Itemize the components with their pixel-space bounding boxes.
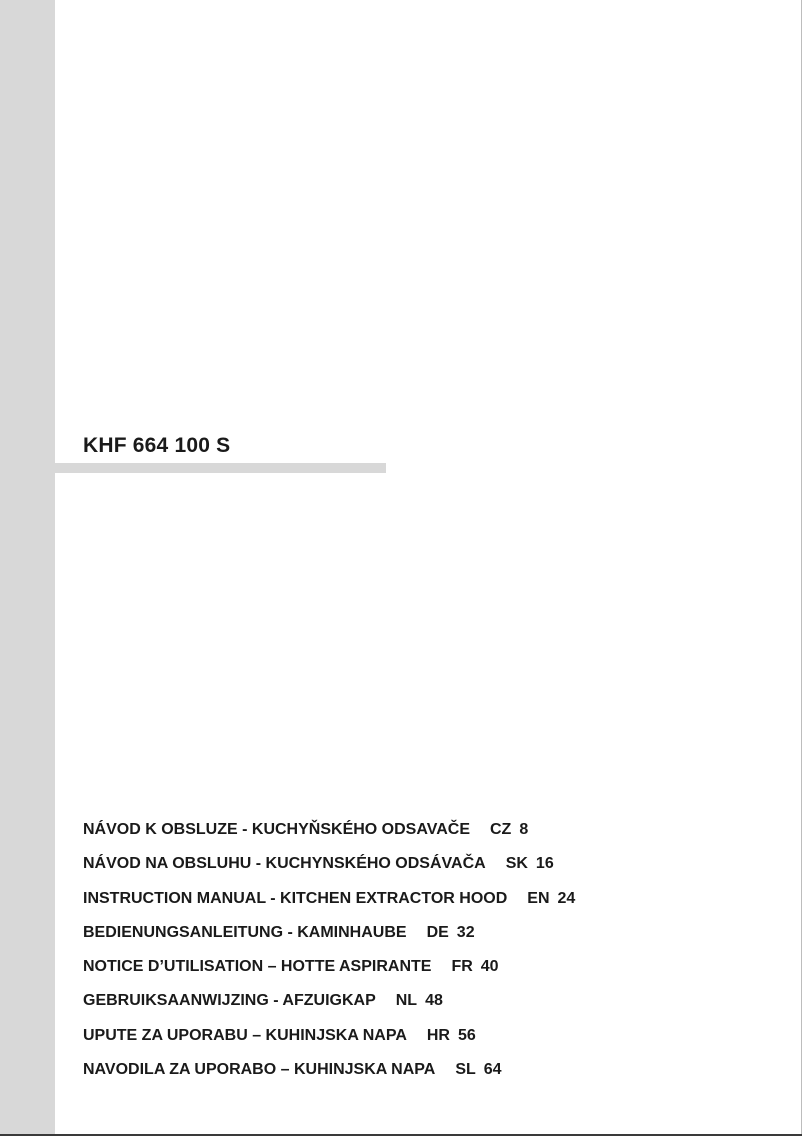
contents-title: BEDIENUNGSANLEITUNG - KAMINHAUBE xyxy=(83,923,407,941)
contents-lang-code: EN xyxy=(527,889,550,907)
contents-lang-code: CZ xyxy=(489,821,512,838)
contents-page-number: 24 xyxy=(557,889,576,907)
contents-title: NAVODILA ZA UPORABO – KUHINJSKA NAPA xyxy=(83,1061,436,1079)
contents-title: UPUTE ZA UPORABU – KUHINJSKA NAPA xyxy=(83,1026,407,1044)
contents-lang-code: HR xyxy=(426,1026,450,1044)
contents-item-hr xyxy=(83,1026,783,1060)
contents-page-number: 32 xyxy=(456,923,475,941)
contents-item-cz xyxy=(83,820,783,854)
contents-page-number: 64 xyxy=(483,1061,502,1079)
left-margin-band xyxy=(0,0,55,1136)
contents-lang-code: DE xyxy=(426,923,449,941)
title-underline-bar xyxy=(55,463,386,473)
contents-item-de xyxy=(83,923,783,957)
language-contents-list xyxy=(83,820,783,1094)
contents-page-number: 40 xyxy=(480,958,499,976)
contents-item-sk xyxy=(83,854,783,888)
contents-page-number: 8 xyxy=(519,821,529,838)
contents-item-fr xyxy=(83,957,783,991)
contents-page-number: 48 xyxy=(425,992,443,1010)
contents-title: GEBRUIKSAANWIJZING - AFZUIGKAP xyxy=(83,992,376,1010)
contents-title: NOTICE D’UTILISATION – HOTTE ASPIRANTE xyxy=(83,958,432,976)
contents-lang-code: NL xyxy=(395,992,418,1010)
contents-page-number: 16 xyxy=(535,855,554,873)
contents-item-sl xyxy=(83,1060,783,1094)
contents-title: NÁVOD K OBSLUZE - KUCHYŇSKÉHO ODSAVAČE xyxy=(83,821,470,838)
contents-item-nl xyxy=(83,991,783,1025)
contents-item-en xyxy=(83,889,783,923)
contents-page-number: 56 xyxy=(457,1026,476,1044)
contents-lang-code: FR xyxy=(451,958,473,976)
contents-lang-code: SL xyxy=(455,1061,476,1079)
contents-lang-code: SK xyxy=(505,855,528,873)
contents-title: INSTRUCTION MANUAL - KITCHEN EXTRACTOR HOOD xyxy=(83,889,508,907)
model-title: KHF 664 100 S xyxy=(83,434,231,457)
contents-title: NÁVOD NA OBSLUHU - KUCHYNSKÉHO ODSÁVAČA xyxy=(83,855,486,873)
